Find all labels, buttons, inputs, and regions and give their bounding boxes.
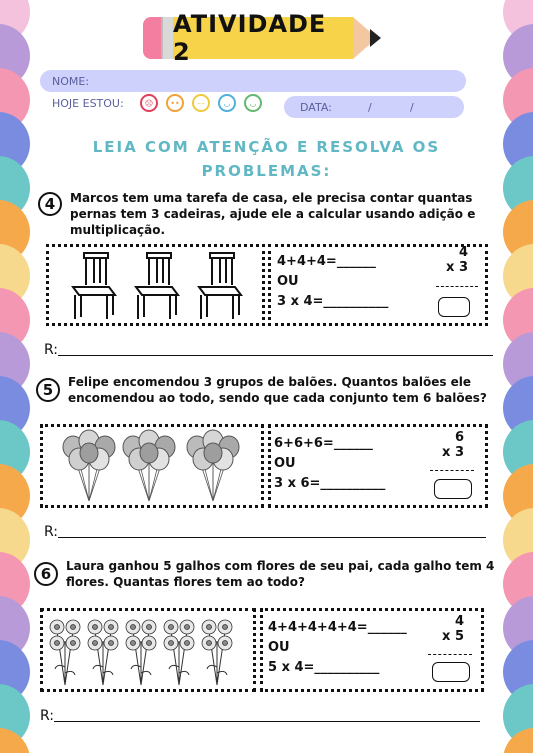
answer-line[interactable] — [40, 708, 54, 724]
problem-text-line: Marcos tem uma tarefa de casa, ele precisa contar quantas — [70, 191, 473, 205]
or-label: OU — [277, 274, 299, 289]
mood-face-icon[interactable]: –– — [192, 94, 210, 112]
balloon-bunch-icon — [187, 430, 239, 501]
mood-label: HOJE ESTOU: — [52, 97, 124, 110]
vertical-bottom: x 3 — [446, 260, 468, 275]
multiplication-expression: 3 x 4=__________ — [277, 294, 389, 309]
answer-box[interactable] — [438, 297, 470, 317]
problem-text-line: multiplicação. — [70, 223, 166, 237]
answer-label: R: — [44, 524, 59, 540]
vertical-multiplication — [428, 430, 464, 460]
addition-expression: 4+4+4+4+4=______ — [268, 620, 407, 635]
problem-number: 6 — [34, 562, 58, 586]
problem-text-line: Felipe encomendou 3 grupos de balões. Quantos balões ele — [68, 375, 472, 389]
or-label: OU — [274, 456, 296, 471]
flower-branch-icon — [50, 620, 80, 685]
vertical-divider — [428, 654, 472, 655]
problem-number: 4 — [38, 192, 62, 216]
name-field[interactable] — [40, 70, 466, 92]
answer-box[interactable] — [432, 662, 470, 682]
vertical-bottom: x 3 — [442, 445, 464, 460]
multiplication-expression: 3 x 6=__________ — [274, 476, 386, 491]
left-circle-border — [0, 0, 40, 753]
calculation-lines — [274, 434, 385, 494]
problem-text-line: flores. Quantas flores tem ao todo? — [66, 575, 305, 589]
problem-text — [66, 558, 494, 590]
problem-text-line: Laura ganhou 5 galhos com flores de seu pai, cada galho tem 4 — [66, 559, 495, 573]
addition-expression: 4+4+4=______ — [277, 254, 376, 269]
addition-expression: 6+6+6=______ — [274, 436, 373, 451]
vertical-multiplication — [432, 245, 468, 275]
mood-face-icon[interactable]: ◡ — [218, 94, 236, 112]
problem-text — [68, 374, 487, 406]
balloons-illustration — [43, 427, 261, 505]
problem-number: 5 — [36, 378, 60, 402]
multiplication-expression: 5 x 4=__________ — [268, 660, 380, 675]
problem-text — [70, 190, 475, 238]
flower-branch-icon — [88, 620, 118, 685]
vertical-bottom: x 5 — [442, 629, 464, 644]
title-pencil — [143, 10, 393, 66]
pencil-eraser — [143, 17, 163, 59]
balloon-bunch-icon — [123, 430, 175, 501]
calculation-lines — [277, 252, 388, 312]
date-separator-2: / — [410, 100, 414, 114]
vertical-divider — [436, 286, 478, 287]
date-field[interactable] — [284, 96, 464, 118]
illustration-box-chairs — [46, 244, 265, 326]
flowers-illustration — [43, 611, 253, 689]
mood-face-icon[interactable]: •• — [166, 94, 184, 112]
vertical-top: 6 — [454, 430, 464, 445]
problem-text-line: pernas tem 3 cadeiras, ajude ele a calcular usando adição e — [70, 207, 476, 221]
date-separator-1: / — [368, 100, 372, 114]
flower-branch-icon — [202, 620, 232, 685]
or-label: OU — [268, 640, 290, 655]
vertical-top: 4 — [454, 614, 464, 629]
chair-icon — [136, 253, 178, 319]
chairs-illustration — [49, 247, 262, 323]
answer-line[interactable] — [44, 342, 58, 358]
vertical-divider — [430, 470, 474, 471]
answer-box[interactable] — [434, 479, 472, 499]
chair-icon — [199, 253, 241, 319]
chair-icon — [73, 253, 115, 319]
right-circle-border — [493, 0, 533, 753]
problem-text-line: encomendou ao todo, sendo que cada conjunto tem 6 balões? — [68, 391, 487, 405]
answer-label: R: — [44, 342, 59, 358]
mood-face-icon[interactable]: ☹ — [140, 94, 158, 112]
vertical-multiplication — [428, 614, 464, 644]
illustration-box-balloons — [40, 424, 264, 508]
pencil-tip — [370, 29, 381, 47]
date-label: DATA: — [300, 100, 332, 114]
name-label: NOME: — [52, 74, 90, 88]
calculation-lines — [268, 618, 407, 678]
flower-branch-icon — [126, 620, 156, 685]
illustration-box-flowers — [40, 608, 256, 692]
instruction-heading-line1: LEIA COM ATENÇÃO E RESOLVA OS — [92, 138, 441, 156]
flower-branch-icon — [164, 620, 194, 685]
balloon-bunch-icon — [63, 430, 115, 501]
page-title: ATIVIDADE 2 — [173, 17, 353, 59]
answer-label: R: — [40, 708, 55, 724]
answer-line[interactable] — [44, 524, 58, 540]
instruction-heading-line2: PROBLEMAS: — [201, 162, 332, 180]
mood-face-icon[interactable]: ◡ — [244, 94, 262, 112]
vertical-top: 4 — [458, 245, 468, 260]
